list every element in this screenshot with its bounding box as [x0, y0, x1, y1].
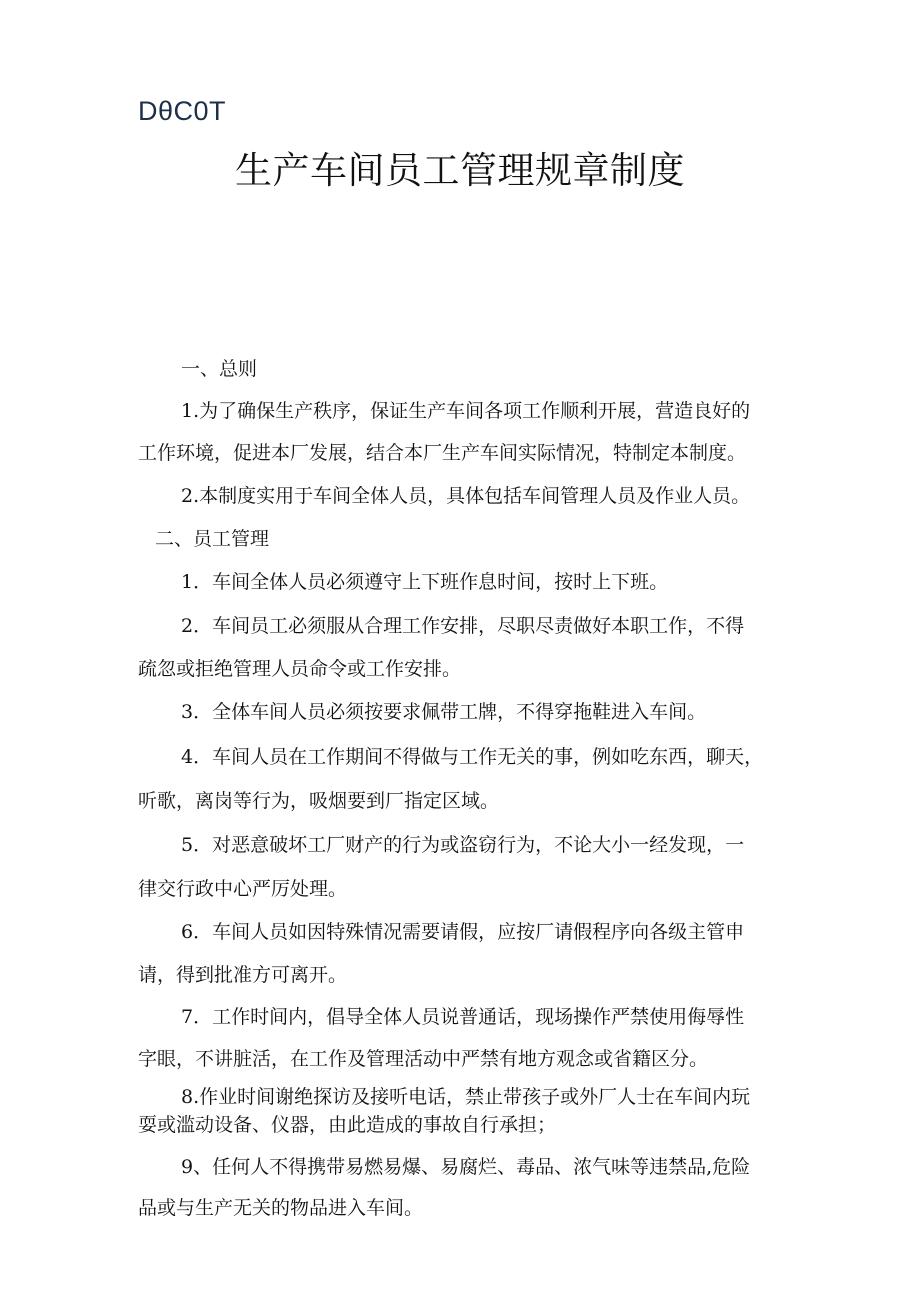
paragraph-line: 6．车间人员如因特殊情况需要请假，应按厂请假程序向各级主管申 — [181, 921, 745, 943]
paragraph-line: 4．车间人员在工作期间不得做与工作无关的事，例如吃东西，聊天， — [181, 746, 764, 768]
paragraph-line: 疏忽或拒绝管理人员命令或工作安排。 — [138, 658, 462, 680]
paragraph-line: 1．车间全体人员必须遵守上下班作息时间，按时上下班。 — [181, 571, 669, 593]
paragraph-line: 2．车间员工必须服从合理工作安排，尽职尽责做好本职工作，不得 — [181, 615, 745, 637]
paragraph-line: 品或与生产无关的物品进入车间。 — [138, 1197, 424, 1219]
paragraph-line: 律交行政中心严厉处理。 — [138, 878, 348, 900]
paragraph-line: 2.本制度实用于车间全体人员，具体包括车间管理人员及作业人员。 — [181, 485, 751, 507]
paragraph-line: 9、任何人不得携带易燃易爆、易腐烂、毒品、浓气味等违禁品,危险 — [181, 1156, 751, 1178]
section-heading-general: 一、总则 — [181, 358, 258, 380]
paragraph-line: 听歌，离岗等行为，吸烟要到厂指定区域。 — [138, 790, 500, 812]
paragraph-line: 字眼，不讲脏活，在工作及管理活动中严禁有地方观念或省籍区分。 — [138, 1048, 709, 1070]
paragraph-line: 3．全体车间人员必须按要求佩带工牌，不得穿拖鞋进入车间。 — [181, 701, 707, 723]
section-heading-staff: 二、员工管理 — [155, 528, 270, 550]
paragraph-line: 7．工作时间内，倡导全体人员说普通话，现场操作严禁使用侮辱性 — [181, 1006, 745, 1028]
document-title: 生产车间员工管理规章制度 — [235, 149, 685, 192]
paragraph-line: 工作环境，促进本厂发展，结合本厂生产车间实际情况，特制定本制度。 — [138, 442, 747, 464]
paragraph-line: 请，得到批准方可离开。 — [138, 964, 348, 986]
paragraph-line: 耍或滥动设备、仪器，由此造成的事故自行承担； — [138, 1114, 557, 1136]
paragraph-line: 8.作业时间谢绝探访及接听电话，禁止带孩子或外厂人士在车间内玩 — [181, 1086, 751, 1108]
paragraph-line: 1.为了确保生产秩序，保证生产车间各项工作顺利开展，营造良好的 — [181, 400, 751, 422]
paragraph-line: 5．对恶意破坏工厂财产的行为或盗窃行为，不论大小一经发现，一 — [181, 834, 745, 856]
document-code: DθC0T — [138, 96, 227, 126]
